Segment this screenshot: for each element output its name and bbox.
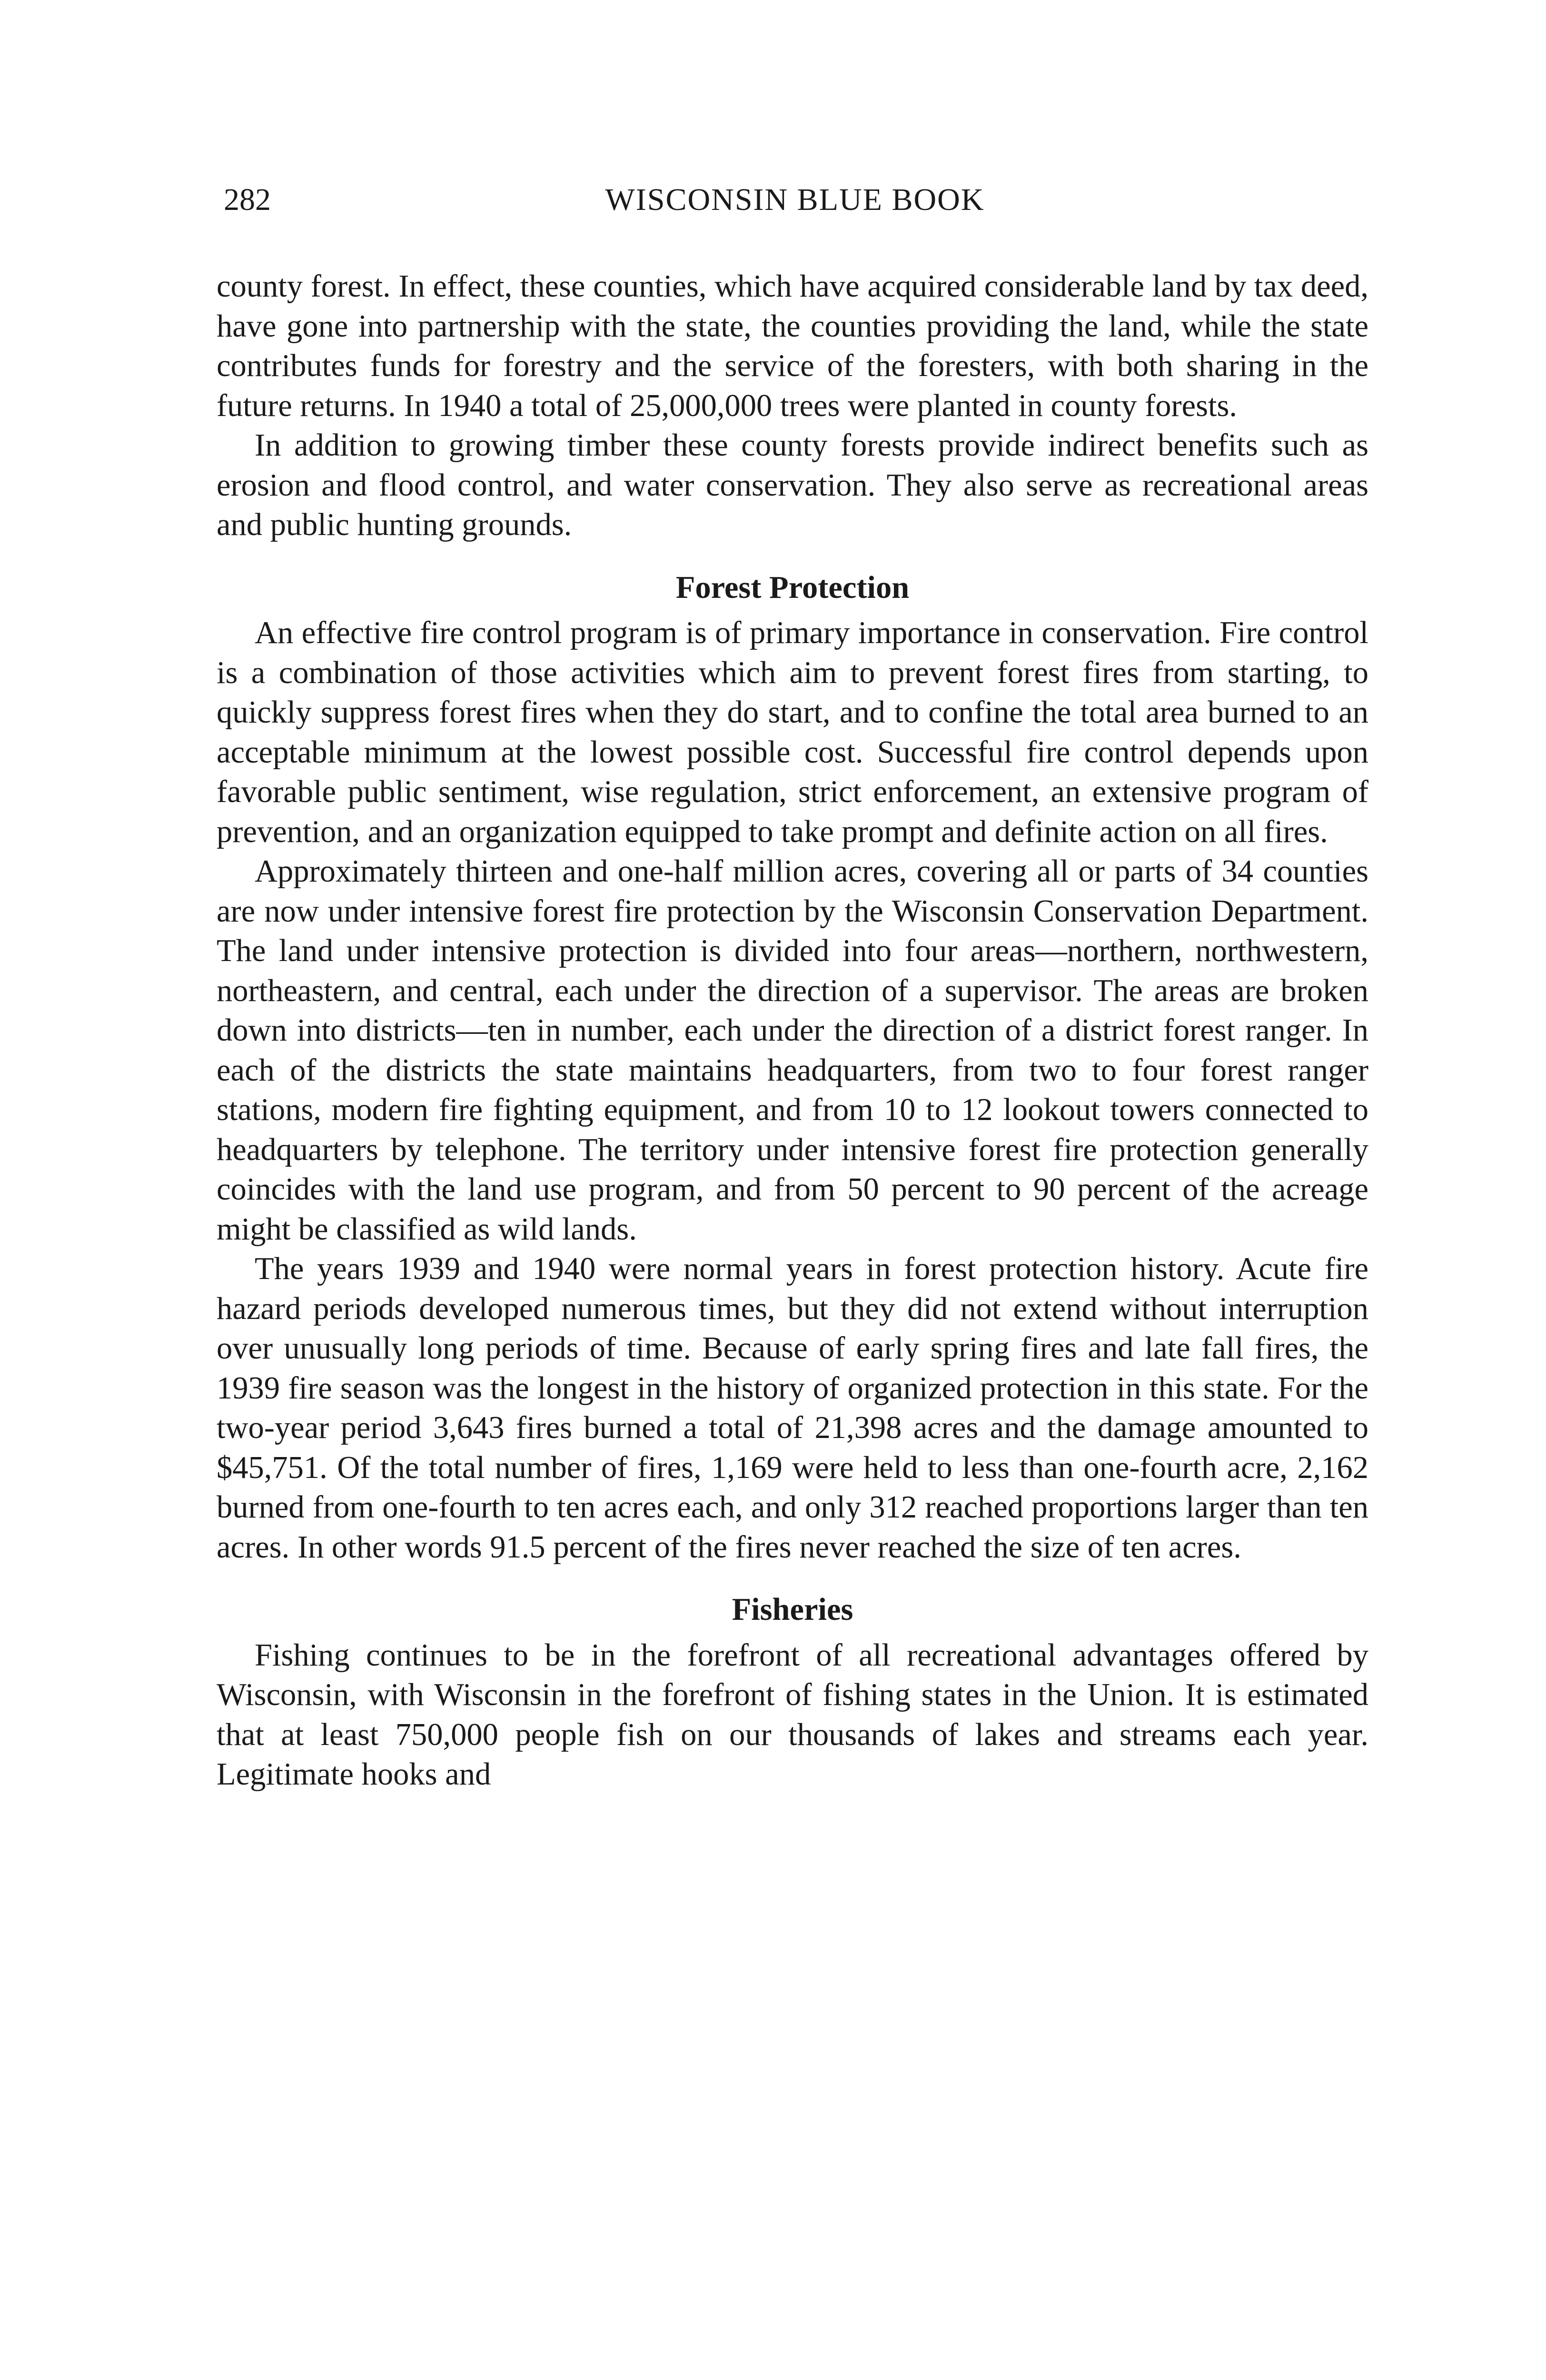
paragraph-years-1939-1940: The years 1939 and 1940 were normal years in forest protection history. Acute fire hazard periods developed numerous times, but they did not extend without interruption over unusually long periods of time. Because of early spring fires and late fall fires, the 1939 fire season was the longest in the history of organized protection in this state. For the two-year period 3,643 fires burned a total of 21,398 acres and the damage amounted to $45,751. Of the total number of fires, 1,169 were held to less than one-fourth acre, 2,162 burned from one-fourth to ten acres each, and only 312 reached proportions larger than ten acres. In other words 91.5 percent of the fires never reached the size of ten acres. [217, 1251, 1368, 1565]
paragraph-county-forest: county forest. In effect, these counties, which have acquired considerable land by tax deed, have gone into partnership with the state, the counties providing the land, while the state contributes funds for forestry and the service of the foresters, with both sharing in the future returns. In 1940 a total of 25,000,000 trees were planted in county forests. [217, 269, 1368, 423]
paragraph-fire-control: An effective fire control program is of primary importance in conservation. Fire control is a combination of those activities which aim to prevent forest fires from starting, to quickly suppress forest fires when they do start, and to confine the total area burned to an acceptable minimum at the lowest possible cost. Successful fire control depends upon favorable public sentiment, wise regulation, strict enforcement, an extensive program of prevention, and an organization equipped to take prompt and definite action on all fires. [217, 615, 1368, 849]
paragraph-acres-protection: Approximately thirteen and one-half million acres, covering all or parts of 34 counties are now under intensive forest fire protection by the Wisconsin Conservation Department. The land under intensive protection is divided into four areas—northern, northwestern, northeastern, and central, each under the direction of a supervisor. The areas are broken down into districts—ten in number, each under the direction of a district forest ranger. In each of the districts the state maintains headquarters, from two to four forest ranger stations, modern fire fighting equipment, and from 10 to 12 lookout towers connected to headquarters by telephone. The territory under intensive forest fire protection generally coincides with the land use program, and from 50 percent to 90 percent of the acreage might be classified as wild lands. [217, 854, 1368, 1247]
section-heading-forest-protection: Forest Protection [675, 570, 910, 605]
paragraph-fishing: Fishing continues to be in the forefront of all recreational advantages offered by Wisconsin, with Wisconsin in the forefront of fishing states in the Union. It is estimated that at least 750,000 people fish on our thousands of lakes and streams each year. Legitimate hooks and [217, 1637, 1368, 1792]
body-text [217, 267, 1368, 1795]
section-heading-fisheries: Fisheries [732, 1592, 853, 1627]
page-number: 282 [224, 182, 271, 217]
paragraph-indirect-benefits: In addition to growing timber these county forests provide indirect benefits such as erosion and flood control, and water conservation. They also serve as recreational areas and public hunting grounds. [217, 428, 1368, 542]
page-header [224, 178, 1366, 221]
running-head: WISCONSIN BLUE BOOK [605, 182, 985, 217]
